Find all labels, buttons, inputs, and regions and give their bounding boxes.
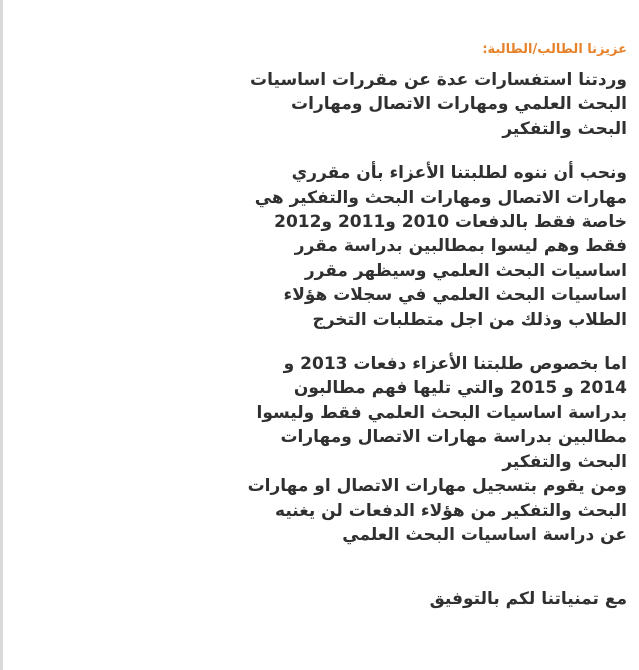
text-line: اما بخصوص طلبتنا الأعزاء دفعات 2013 و	[283, 354, 627, 375]
page-left-border	[0, 0, 3, 670]
closing-spacer	[207, 547, 627, 587]
text-line: الطلاب وذلك من اجل متطلبات التخرج	[312, 309, 627, 330]
paragraph-inquiry	[207, 68, 627, 141]
paragraph-newer-batches	[207, 352, 627, 547]
text-line: البحث والتفكير من هؤلاء الدفعات لن يغنيه	[275, 500, 627, 521]
text-line: اساسيات البحث العلمي وسيظهر مقرر	[304, 260, 627, 281]
text-line: ومن يقوم بتسجيل مهارات الاتصال او مهارات	[247, 476, 627, 497]
text-line: ونحب أن ننوه لطلبتنا الأعزاء بأن مقرري	[291, 163, 627, 184]
closing-line: مع تمنياتنا لكم بالتوفيق	[429, 589, 627, 610]
paragraph-spacer	[207, 141, 627, 161]
text-line: فقط وهم ليسوا بمطالبين بدراسة مقرر	[294, 236, 627, 257]
paragraph-spacer	[207, 332, 627, 352]
notice-message	[207, 40, 627, 612]
text-line: البحث العلمي ومهارات الاتصال ومهارات	[291, 94, 627, 115]
greeting-heading: عزيزنا الطالب/الطالبة:	[482, 42, 627, 57]
text-line: 2014 و 2015 والتي تليها فهم مطالبون	[293, 378, 627, 399]
text-line: اساسيات البحث العلمي في سجلات هؤلاء	[283, 285, 627, 306]
text-line: مهارات الاتصال ومهارات البحث والتفكير هي	[254, 187, 627, 208]
text-line: البحث والتفكير	[502, 118, 627, 139]
text-line: وردتنا استفسارات عدة عن مقررات اساسيات	[250, 70, 627, 90]
text-line: خاصة فقط بالدفعات 2010 و2011 و2012	[274, 212, 627, 233]
text-line: البحث والتفكير	[502, 451, 627, 472]
paragraph-older-batches	[207, 161, 627, 332]
text-line: بدراسة اساسيات البحث العلمي فقط وليسوا	[256, 402, 627, 423]
text-line: عن دراسة اساسيات البحث العلمي	[342, 524, 627, 545]
text-line: مطالبين بدراسة مهارات الاتصال ومهارات	[280, 427, 627, 448]
